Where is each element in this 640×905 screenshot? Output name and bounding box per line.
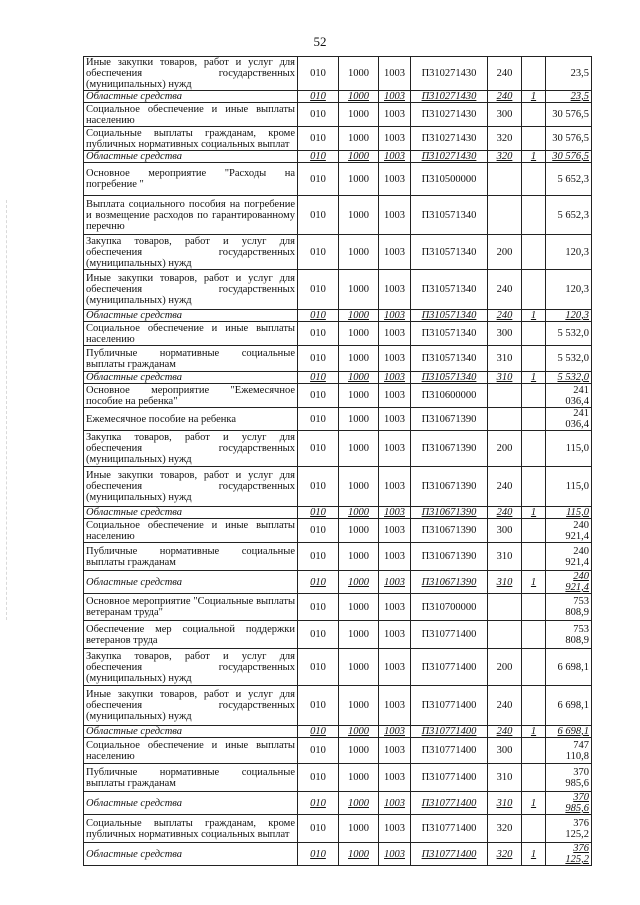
expense-type-cell: 240 [488,270,522,310]
expense-type-cell [488,163,522,196]
expense-name-cell: Основное мероприятие "Социальные выплаты ветеранам труда" [84,594,298,621]
target-article-cell: П310771400 [411,764,488,792]
expense-type-cell: 310 [488,792,522,815]
page-number: 52 [313,34,327,49]
expense-name-cell: Социальное обеспечение и иные выплаты населению [84,322,298,346]
table-row [84,467,592,507]
grbs-code-cell: 010 [298,408,339,431]
grbs-code-cell: 010 [298,346,339,372]
budget-table-body [84,57,592,866]
target-article-cell: П310571340 [411,322,488,346]
target-article-cell: П310571340 [411,346,488,372]
funding-source-cell [522,103,546,127]
table-row-regional-funds [84,310,592,322]
amount-cell: 240 921,4 [546,543,592,571]
table-row [84,519,592,543]
amount-cell: 115,0 [546,431,592,467]
subsection-code-cell: 1003 [379,571,411,594]
expense-name-cell: Областные средства [84,843,298,866]
funding-source-cell [522,543,546,571]
section-code-cell: 1000 [339,163,379,196]
expense-type-cell: 320 [488,127,522,151]
table-row [84,621,592,649]
table-row [84,322,592,346]
grbs-code-cell: 010 [298,843,339,866]
expense-type-cell [488,384,522,408]
binding-margin-marks [6,200,8,620]
section-code-cell: 1000 [339,103,379,127]
table-row [84,686,592,726]
expense-type-cell: 200 [488,431,522,467]
target-article-cell: П310671390 [411,543,488,571]
funding-source-cell [522,346,546,372]
amount-cell: 6 698,1 [546,686,592,726]
table-row [84,384,592,408]
grbs-code-cell: 010 [298,686,339,726]
table-row [84,346,592,372]
expense-type-cell: 240 [488,686,522,726]
subsection-code-cell: 1003 [379,127,411,151]
amount-cell: 753 808,9 [546,594,592,621]
funding-source-cell [522,594,546,621]
expense-name-cell: Основное мероприятие "Расходы на погребение " [84,163,298,196]
amount-cell: 5 532,0 [546,346,592,372]
subsection-code-cell: 1003 [379,163,411,196]
target-article-cell: П310571340 [411,196,488,235]
grbs-code-cell: 010 [298,384,339,408]
expense-name-cell: Социальное обеспечение и иные выплаты населению [84,738,298,764]
funding-source-cell [522,408,546,431]
section-code-cell: 1000 [339,151,379,163]
table-row [84,408,592,431]
expense-name-cell: Социальные выплаты гражданам, кроме публичных нормативных социальных выплат [84,127,298,151]
expense-name-cell: Социальные выплаты гражданам, кроме публичных нормативных социальных выплат [84,815,298,843]
grbs-code-cell: 010 [298,621,339,649]
amount-cell: 370 985,6 [546,764,592,792]
expense-type-cell: 240 [488,310,522,322]
subsection-code-cell: 1003 [379,431,411,467]
grbs-code-cell: 010 [298,571,339,594]
expense-type-cell: 240 [488,57,522,91]
table-row-regional-funds [84,726,592,738]
grbs-code-cell: 010 [298,151,339,163]
funding-source-cell [522,467,546,507]
funding-source-cell [522,127,546,151]
grbs-code-cell: 010 [298,649,339,686]
section-code-cell: 1000 [339,815,379,843]
funding-source-cell: 1 [522,843,546,866]
subsection-code-cell: 1003 [379,57,411,91]
expense-name-cell: Публичные нормативные социальные выплаты гражданам [84,543,298,571]
funding-source-cell [522,649,546,686]
expense-name-cell: Публичные нормативные социальные выплаты гражданам [84,346,298,372]
subsection-code-cell: 1003 [379,649,411,686]
section-code-cell: 1000 [339,467,379,507]
table-row-regional-funds [84,151,592,163]
expense-name-cell: Ежемесячное пособие на ребенка [84,408,298,431]
section-code-cell: 1000 [339,764,379,792]
target-article-cell: П310271430 [411,127,488,151]
funding-source-cell: 1 [522,726,546,738]
target-article-cell: П310771400 [411,726,488,738]
target-article-cell: П310671390 [411,431,488,467]
grbs-code-cell: 010 [298,372,339,384]
expense-name-cell: Областные средства [84,726,298,738]
target-article-cell: П310571340 [411,310,488,322]
table-row [84,815,592,843]
grbs-code-cell: 010 [298,163,339,196]
subsection-code-cell: 1003 [379,792,411,815]
table-row-regional-funds [84,91,592,103]
subsection-code-cell: 1003 [379,519,411,543]
section-code-cell: 1000 [339,649,379,686]
grbs-code-cell: 010 [298,196,339,235]
table-row [84,270,592,310]
funding-source-cell: 1 [522,372,546,384]
funding-source-cell [522,235,546,270]
expense-type-cell: 300 [488,519,522,543]
section-code-cell: 1000 [339,91,379,103]
section-code-cell: 1000 [339,431,379,467]
expense-type-cell: 310 [488,571,522,594]
subsection-code-cell: 1003 [379,235,411,270]
grbs-code-cell: 010 [298,738,339,764]
section-code-cell: 1000 [339,543,379,571]
funding-source-cell: 1 [522,310,546,322]
grbs-code-cell: 010 [298,792,339,815]
expense-name-cell: Обеспечение мер социальной поддержки ветеранов труда [84,621,298,649]
target-article-cell: П310771400 [411,843,488,866]
funding-source-cell [522,270,546,310]
section-code-cell: 1000 [339,507,379,519]
amount-cell: 115,0 [546,507,592,519]
section-code-cell: 1000 [339,346,379,372]
amount-cell: 5 532,0 [546,372,592,384]
table-row-regional-funds [84,507,592,519]
subsection-code-cell: 1003 [379,310,411,322]
subsection-code-cell: 1003 [379,594,411,621]
target-article-cell: П310700000 [411,594,488,621]
grbs-code-cell: 010 [298,467,339,507]
section-code-cell: 1000 [339,270,379,310]
expense-name-cell: Основное мероприятие "Ежемесячное пособие на ребенка" [84,384,298,408]
subsection-code-cell: 1003 [379,270,411,310]
table-row [84,594,592,621]
subsection-code-cell: 1003 [379,408,411,431]
grbs-code-cell: 010 [298,270,339,310]
amount-cell: 370 985,6 [546,792,592,815]
section-code-cell: 1000 [339,322,379,346]
funding-source-cell [522,196,546,235]
expense-type-cell: 200 [488,235,522,270]
amount-cell: 376 125,2 [546,815,592,843]
funding-source-cell [522,322,546,346]
expense-name-cell: Областные средства [84,372,298,384]
target-article-cell: П310671390 [411,408,488,431]
section-code-cell: 1000 [339,57,379,91]
expense-type-cell: 310 [488,764,522,792]
table-row [84,543,592,571]
grbs-code-cell: 010 [298,594,339,621]
funding-source-cell: 1 [522,792,546,815]
funding-source-cell [522,738,546,764]
target-article-cell: П310271430 [411,57,488,91]
subsection-code-cell: 1003 [379,151,411,163]
target-article-cell: П310771400 [411,792,488,815]
target-article-cell: П310771400 [411,621,488,649]
amount-cell: 747 110,8 [546,738,592,764]
expense-type-cell: 320 [488,151,522,163]
expense-type-cell: 240 [488,507,522,519]
budget-table [83,56,592,866]
target-article-cell: П310771400 [411,815,488,843]
expense-type-cell: 310 [488,346,522,372]
expense-name-cell: Областные средства [84,91,298,103]
target-article-cell: П310671390 [411,571,488,594]
expense-type-cell: 310 [488,543,522,571]
funding-source-cell [522,621,546,649]
grbs-code-cell: 010 [298,519,339,543]
subsection-code-cell: 1003 [379,372,411,384]
grbs-code-cell: 010 [298,235,339,270]
amount-cell: 5 652,3 [546,196,592,235]
target-article-cell: П310671390 [411,519,488,543]
amount-cell: 753 808,9 [546,621,592,649]
amount-cell: 6 698,1 [546,726,592,738]
funding-source-cell [522,163,546,196]
subsection-code-cell: 1003 [379,507,411,519]
funding-source-cell [522,519,546,543]
funding-source-cell [522,57,546,91]
expense-name-cell: Иные закупки товаров, работ и услуг для обеспечения государственных (муниципальных) нужд [84,686,298,726]
expense-type-cell [488,594,522,621]
subsection-code-cell: 1003 [379,738,411,764]
amount-cell: 120,3 [546,270,592,310]
target-article-cell: П310771400 [411,686,488,726]
expense-name-cell: Иные закупки товаров, работ и услуг для обеспечения государственных (муниципальных) нужд [84,57,298,91]
section-code-cell: 1000 [339,384,379,408]
expense-type-cell [488,196,522,235]
section-code-cell: 1000 [339,372,379,384]
target-article-cell: П310671390 [411,507,488,519]
section-code-cell: 1000 [339,310,379,322]
section-code-cell: 1000 [339,235,379,270]
grbs-code-cell: 010 [298,91,339,103]
table-row [84,103,592,127]
amount-cell: 30 576,5 [546,151,592,163]
target-article-cell: П310771400 [411,738,488,764]
expense-type-cell: 320 [488,815,522,843]
subsection-code-cell: 1003 [379,467,411,507]
amount-cell: 30 576,5 [546,127,592,151]
expense-name-cell: Закупка товаров, работ и услуг для обеспечения государственных (муниципальных) нужд [84,235,298,270]
expense-type-cell: 300 [488,738,522,764]
section-code-cell: 1000 [339,792,379,815]
amount-cell: 5 652,3 [546,163,592,196]
funding-source-cell [522,431,546,467]
expense-name-cell: Областные средства [84,507,298,519]
table-row-regional-funds [84,372,592,384]
funding-source-cell [522,815,546,843]
expense-type-cell: 300 [488,322,522,346]
target-article-cell: П310600000 [411,384,488,408]
funding-source-cell [522,686,546,726]
amount-cell: 120,3 [546,310,592,322]
target-article-cell: П310671390 [411,467,488,507]
funding-source-cell: 1 [522,91,546,103]
table-row [84,764,592,792]
subsection-code-cell: 1003 [379,384,411,408]
expense-name-cell: Иные закупки товаров, работ и услуг для обеспечения государственных (муниципальных) нужд [84,467,298,507]
table-row-regional-funds [84,571,592,594]
subsection-code-cell: 1003 [379,815,411,843]
subsection-code-cell: 1003 [379,346,411,372]
section-code-cell: 1000 [339,571,379,594]
table-row [84,235,592,270]
amount-cell: 23,5 [546,57,592,91]
expense-name-cell: Областные средства [84,792,298,815]
subsection-code-cell: 1003 [379,621,411,649]
table-row [84,196,592,235]
target-article-cell: П310271430 [411,91,488,103]
grbs-code-cell: 010 [298,507,339,519]
funding-source-cell: 1 [522,151,546,163]
target-article-cell: П310571340 [411,270,488,310]
expense-type-cell: 310 [488,372,522,384]
subsection-code-cell: 1003 [379,764,411,792]
subsection-code-cell: 1003 [379,726,411,738]
subsection-code-cell: 1003 [379,322,411,346]
table-row-regional-funds [84,792,592,815]
section-code-cell: 1000 [339,196,379,235]
expense-type-cell [488,621,522,649]
expense-name-cell: Закупка товаров, работ и услуг для обеспечения государственных (муниципальных) нужд [84,649,298,686]
grbs-code-cell: 010 [298,431,339,467]
expense-name-cell: Публичные нормативные социальные выплаты гражданам [84,764,298,792]
amount-cell: 241 036,4 [546,408,592,431]
amount-cell: 30 576,5 [546,103,592,127]
grbs-code-cell: 010 [298,543,339,571]
amount-cell: 5 532,0 [546,322,592,346]
expense-name-cell: Областные средства [84,571,298,594]
section-code-cell: 1000 [339,519,379,543]
amount-cell: 241 036,4 [546,384,592,408]
table-row [84,738,592,764]
expense-name-cell: Выплата социального пособия на погребение и возмещение расходов по гарантированному перечню [84,196,298,235]
expense-name-cell: Социальное обеспечение и иные выплаты населению [84,519,298,543]
subsection-code-cell: 1003 [379,103,411,127]
funding-source-cell [522,764,546,792]
grbs-code-cell: 010 [298,310,339,322]
subsection-code-cell: 1003 [379,843,411,866]
table-row [84,649,592,686]
expense-name-cell: Иные закупки товаров, работ и услуг для обеспечения государственных (муниципальных) нужд [84,270,298,310]
funding-source-cell: 1 [522,571,546,594]
funding-source-cell: 1 [522,507,546,519]
section-code-cell: 1000 [339,408,379,431]
expense-type-cell: 240 [488,726,522,738]
target-article-cell: П310771400 [411,649,488,686]
table-row [84,163,592,196]
table-row [84,57,592,91]
grbs-code-cell: 010 [298,726,339,738]
expense-name-cell: Областные средства [84,310,298,322]
amount-cell: 6 698,1 [546,649,592,686]
target-article-cell: П310271430 [411,151,488,163]
target-article-cell: П310571340 [411,235,488,270]
expense-type-cell: 320 [488,843,522,866]
expense-name-cell: Областные средства [84,151,298,163]
section-code-cell: 1000 [339,843,379,866]
target-article-cell: П310271430 [411,103,488,127]
amount-cell: 115,0 [546,467,592,507]
subsection-code-cell: 1003 [379,543,411,571]
table-row-regional-funds [84,843,592,866]
expense-type-cell: 240 [488,467,522,507]
expense-name-cell: Закупка товаров, работ и услуг для обеспечения государственных (муниципальных) нужд [84,431,298,467]
section-code-cell: 1000 [339,621,379,649]
grbs-code-cell: 010 [298,322,339,346]
funding-source-cell [522,384,546,408]
expense-type-cell: 300 [488,103,522,127]
amount-cell: 240 921,4 [546,519,592,543]
section-code-cell: 1000 [339,127,379,151]
grbs-code-cell: 010 [298,815,339,843]
grbs-code-cell: 010 [298,103,339,127]
subsection-code-cell: 1003 [379,91,411,103]
subsection-code-cell: 1003 [379,196,411,235]
grbs-code-cell: 010 [298,57,339,91]
section-code-cell: 1000 [339,738,379,764]
amount-cell: 23,5 [546,91,592,103]
table-row [84,127,592,151]
target-article-cell: П310500000 [411,163,488,196]
table-row [84,431,592,467]
subsection-code-cell: 1003 [379,686,411,726]
expense-type-cell: 240 [488,91,522,103]
amount-cell: 376 125,2 [546,843,592,866]
target-article-cell: П310571340 [411,372,488,384]
amount-cell: 240 921,4 [546,571,592,594]
section-code-cell: 1000 [339,726,379,738]
amount-cell: 120,3 [546,235,592,270]
grbs-code-cell: 010 [298,127,339,151]
section-code-cell: 1000 [339,594,379,621]
expense-type-cell [488,408,522,431]
expense-type-cell: 200 [488,649,522,686]
section-code-cell: 1000 [339,686,379,726]
expense-name-cell: Социальное обеспечение и иные выплаты населению [84,103,298,127]
grbs-code-cell: 010 [298,764,339,792]
